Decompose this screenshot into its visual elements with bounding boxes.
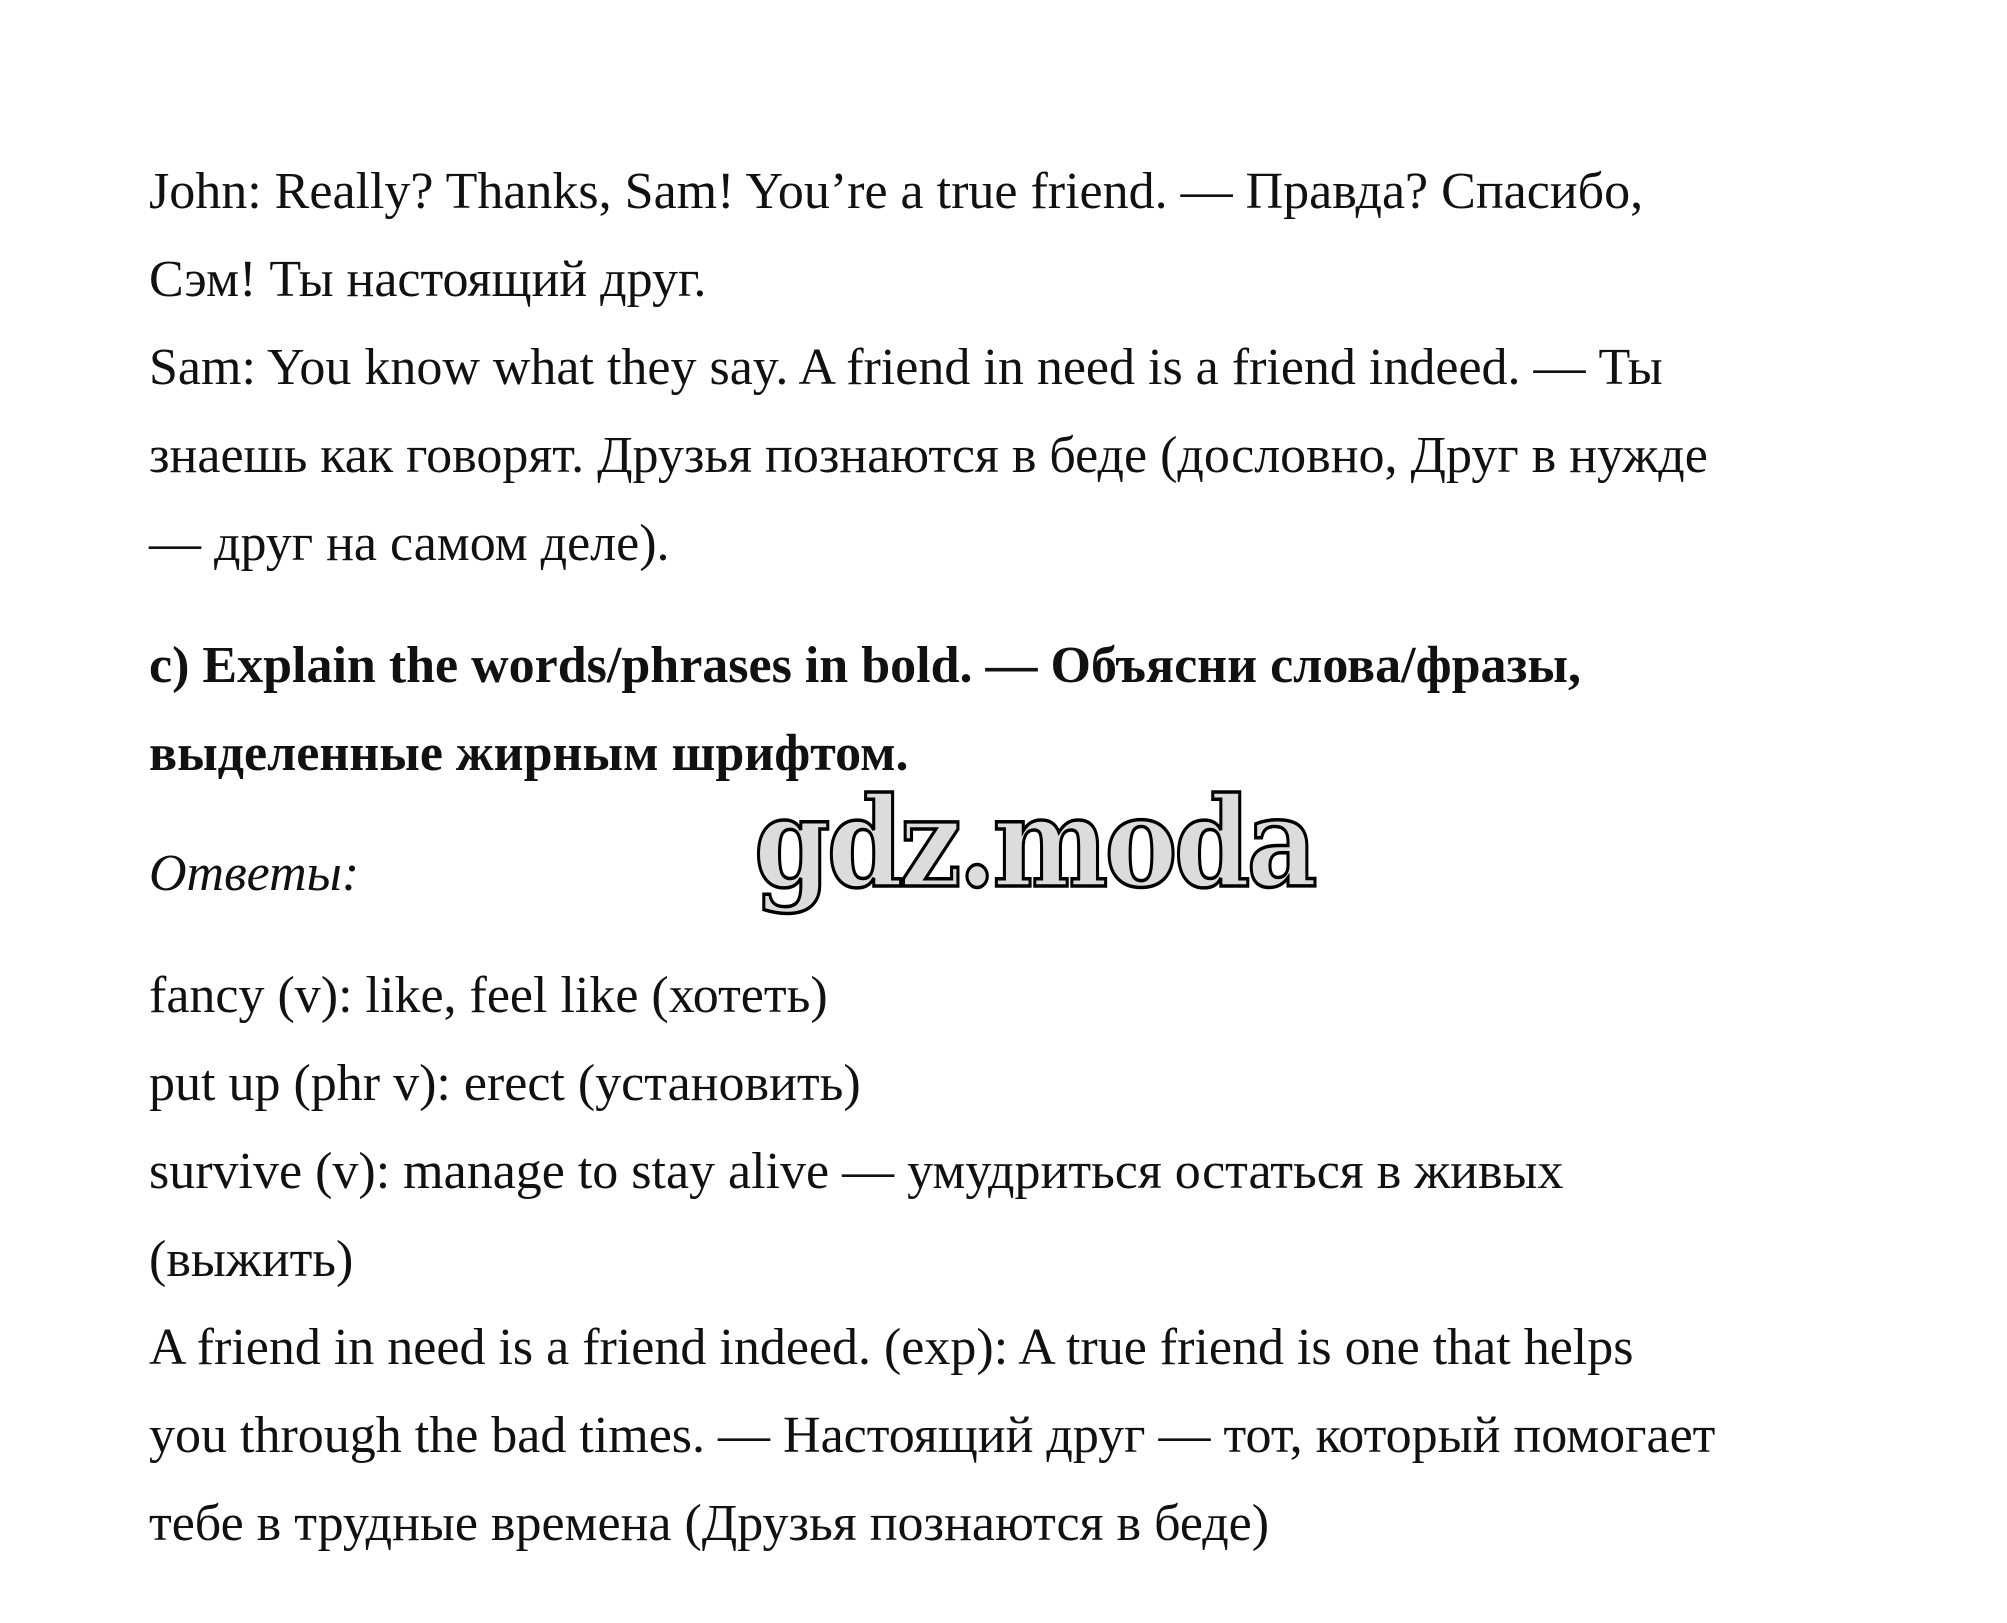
answer-line: fancy (v): like, feel like (хотеть) bbox=[149, 967, 828, 1024]
answer-line: you through the bad times. — Настоящий друг — тот, который помогает bbox=[149, 1407, 1716, 1464]
dialogue-line: — друг на самом деле). bbox=[149, 515, 670, 572]
task-heading: выделенные жирным шрифтом. bbox=[149, 725, 909, 782]
task-heading: c) Explain the words/phrases in bold. — Объясни слова/фразы, bbox=[149, 637, 1581, 694]
answer-line: survive (v): manage to stay alive — умудриться остаться в живых bbox=[149, 1143, 1564, 1200]
answer-line: тебе в трудные времена (Друзья познаются в беде) bbox=[149, 1495, 1270, 1552]
watermark-text: gdz.moda bbox=[754, 771, 1316, 916]
dialogue-line: John: Really? Thanks, Sam! You’re a true friend. — Правда? Спасибо, bbox=[149, 163, 1644, 220]
dialogue-line: знаешь как говорят. Друзья познаются в беде (дословно, Друг в нужде bbox=[149, 427, 1708, 484]
answer-line: put up (phr v): erect (установить) bbox=[149, 1055, 861, 1112]
answers-label: Ответы: bbox=[149, 845, 360, 902]
dialogue-line: Sam: You know what they say. A friend in need is a friend indeed. — Ты bbox=[149, 339, 1663, 396]
watermark-logo bbox=[748, 771, 1320, 920]
answer-line: A friend in need is a friend indeed. (exp): A true friend is one that helps bbox=[149, 1319, 1634, 1376]
dialogue-line: Сэм! Ты настоящий друг. bbox=[149, 251, 707, 308]
answer-line: (выжить) bbox=[149, 1231, 354, 1288]
